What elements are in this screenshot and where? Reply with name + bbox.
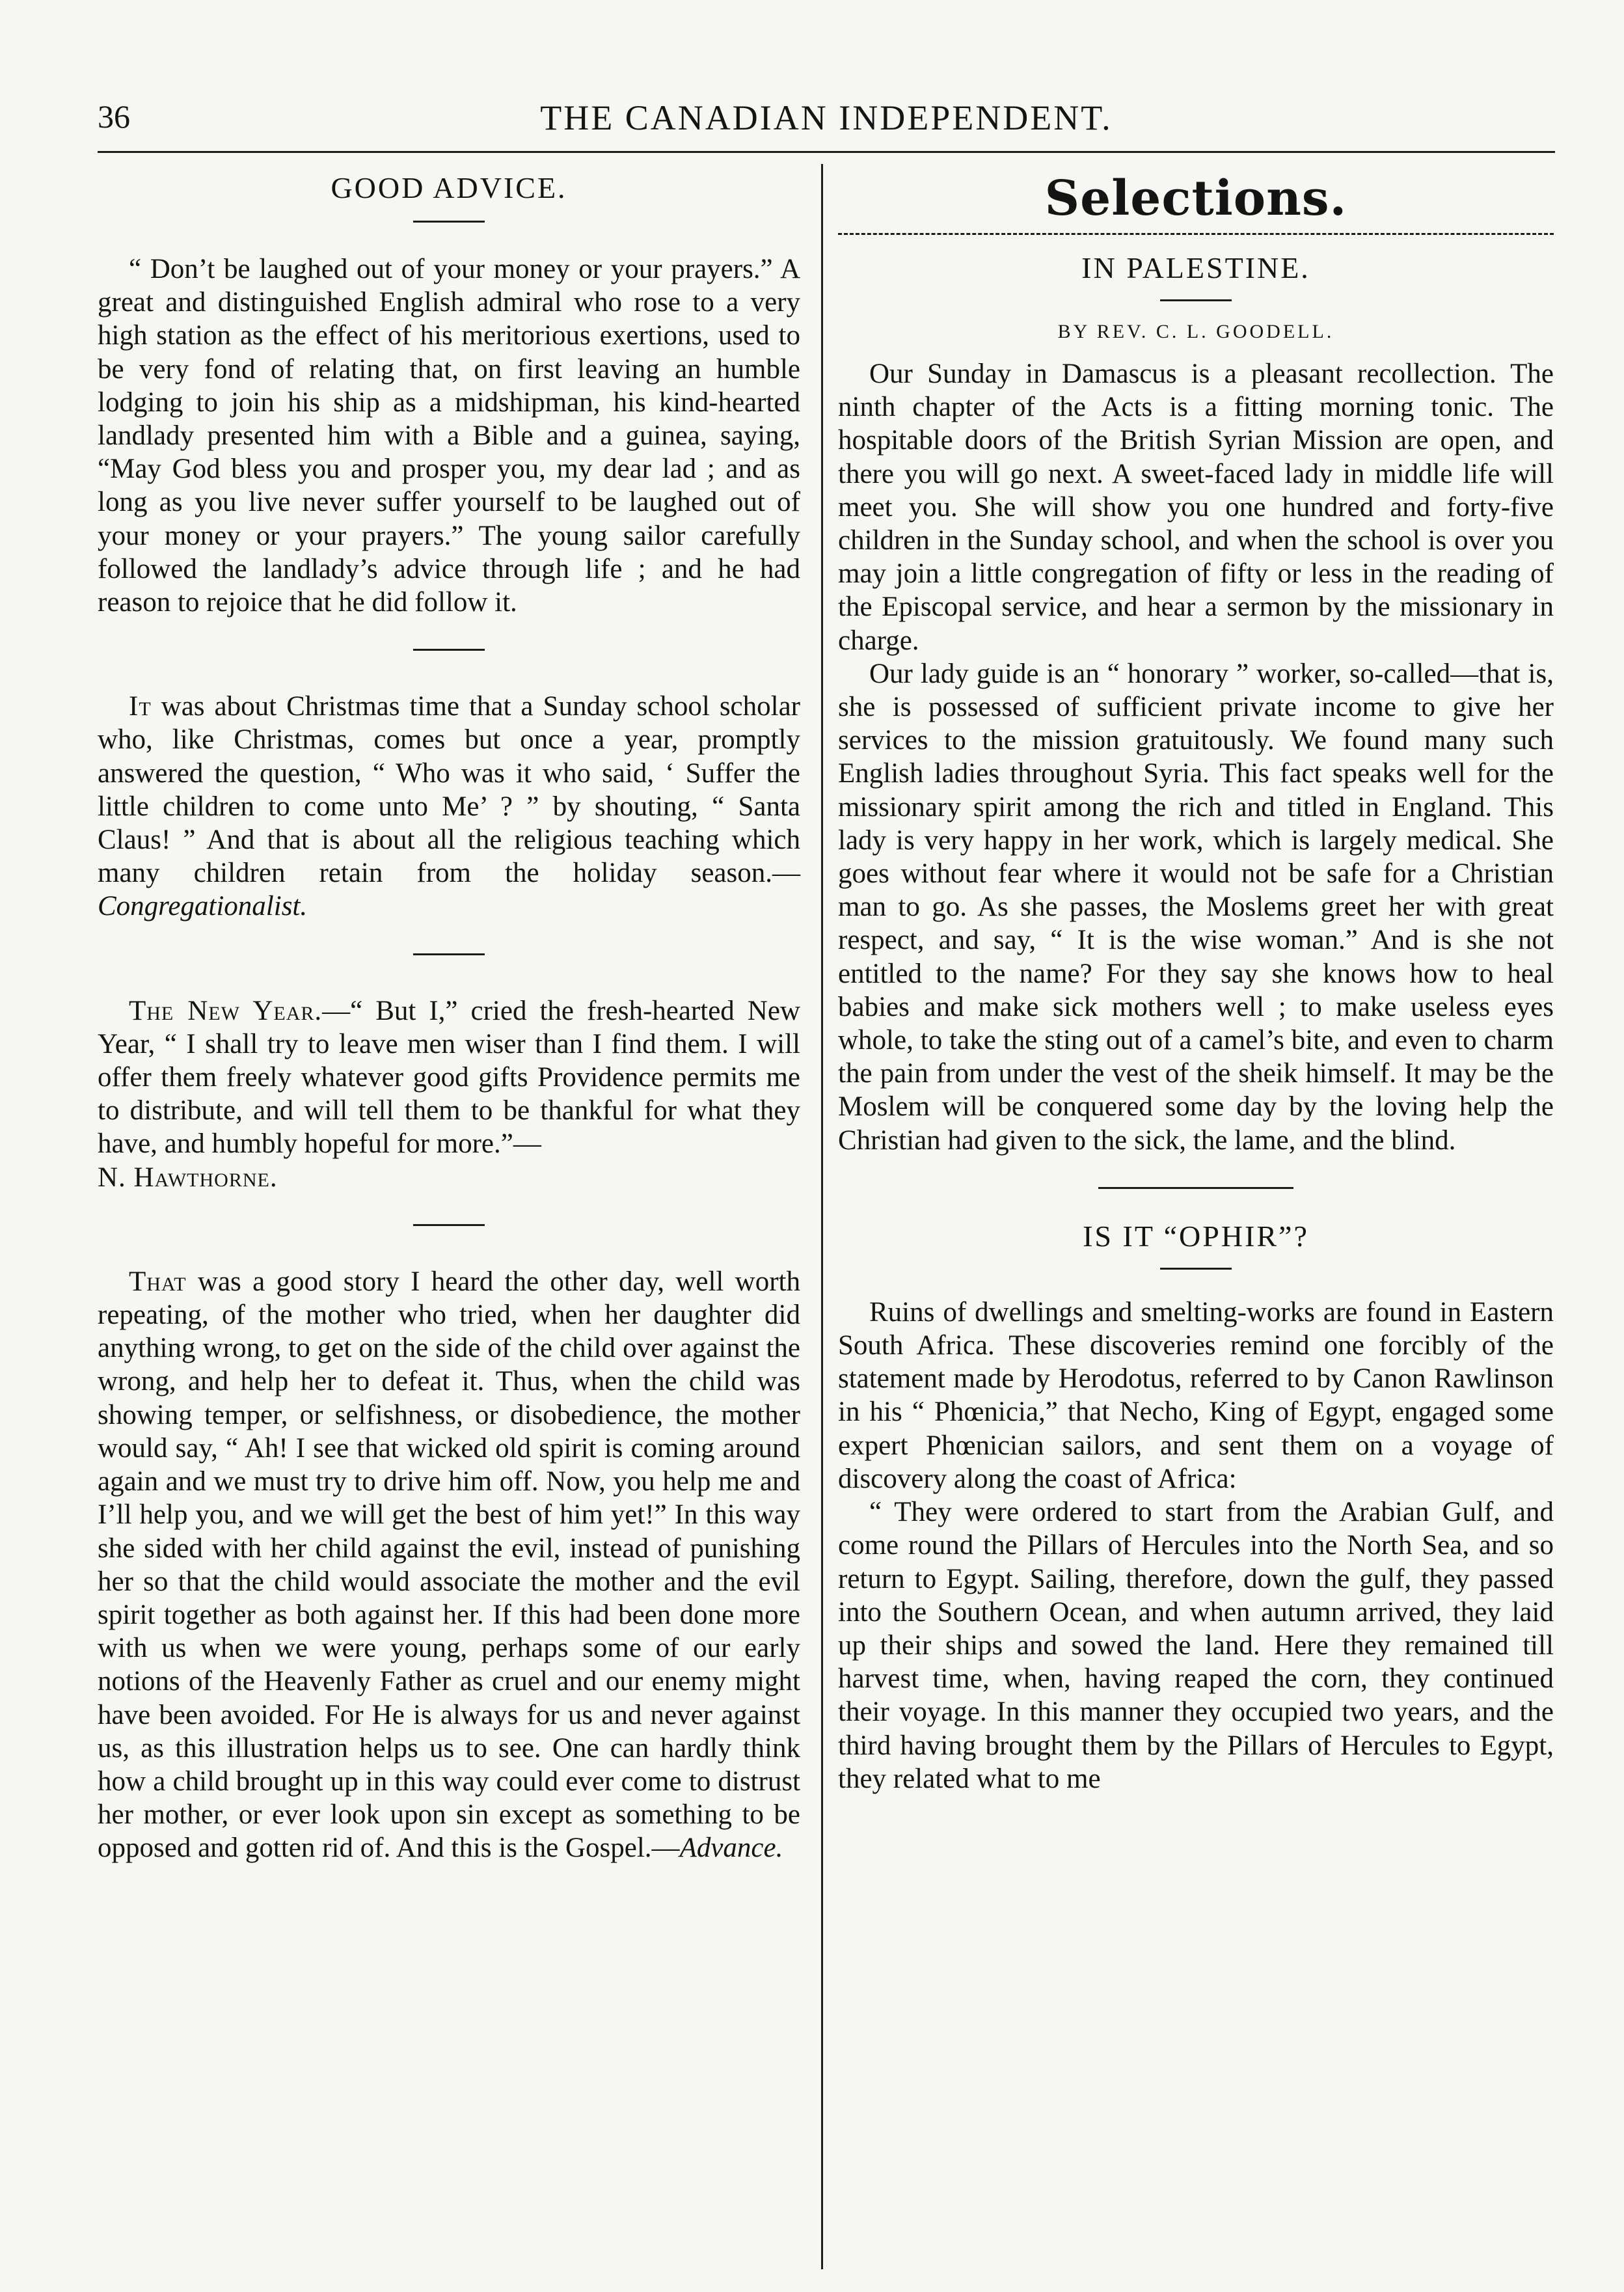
title-rule — [413, 221, 485, 223]
new-year-item — [98, 994, 800, 1194]
christmas-source: Congregationalist. — [98, 891, 308, 922]
column-divider — [821, 164, 823, 2269]
new-year-author: N. Hawthorne. — [98, 1162, 278, 1193]
page-header — [98, 98, 1555, 150]
christmas-item — [98, 690, 800, 923]
good-story-body: was a good story I heard the other day, well worth repeating, of the mother who tried, when her daughter did anything wrong, to get on the side of the child over against the wrong, and help her to defeat it. Thus, when the child was showing temper, or selfishness, or disobedience, the mother would say, “ Ah! I see that wicked old spirit is coming around again and we must try to drive him off. Now, you help me and I’ll help you, and we will get the best of him yet!” In this way she sided with her child against the evil, instead of punishing her so that the child would associate the mother and the evil spirit together as both against her. If this had been done more with us when we were young, perhaps some of our early notions of the Heavenly Father as cruel and our enemy might have been avoided. For He is always for us and never against us, as this illustration helps us to see. One can hardly think how a child brought up in this way could ever come to distrust her mother, or ever look upon sin except as something to be opposed and gotten rid of. And this is the Gospel.— — [98, 1266, 800, 1864]
left-column — [98, 171, 800, 1865]
christmas-body: was about Christmas time that a Sunday school scholar who, like Christmas, comes but once a year, promptly answered the question, “ Who was it who said, ‘ Suffer the little children to come unto Me’ ? ” by shouting, “ Santa Claus! ” And that is about all the religious teaching which many children retain from the holiday season.— — [98, 691, 800, 889]
ophir-title: IS IT “OPHIR”? — [1083, 1219, 1309, 1253]
ophir-paragraph: “ They were ordered to start from the Arabian Gulf, and come round the Pillars of Hercules into the North Sea, and so return to Egypt. Sailing, therefore, down the gulf, they passed into the Southern Ocean, and when autumn arrived, they laid up their ships and sowed the land. Here they remained till harvest time, when, having reaped the corn, they continued their voyage. In this manner they occupied two years, and the third having brought them by the Pillars of Hercules to Egypt, they related what to me — [838, 1497, 1554, 1794]
journal-title: THE CANADIAN INDEPENDENT. — [540, 98, 1113, 137]
ophir-paragraph: Ruins of dwellings and smelting-works are found in Eastern South Africa. These discoveries remind one forcibly of the statement made by Herodotus, referred to by Canon Rawlinson in his “ Phœnicia,” that Necho, King of Egypt, engaged some expert Phœnician sailors, and sent them on a voyage of discovery along the coast of Africa: — [838, 1296, 1554, 1494]
page-number: 36 — [98, 98, 130, 135]
new-year-body: —“ But I,” cried the fresh-hearted New Year, “ I shall try to leave men wiser than I find them. I will offer them freely whatever good gifts Providence permits me to distribute, and will tell them to be thankful for what they have, and humbly hopeful for more.”— — [98, 995, 800, 1160]
right-column — [838, 171, 1554, 1795]
header-rule — [98, 151, 1555, 153]
good-story-item — [98, 1265, 800, 1865]
heading-rule — [838, 233, 1554, 235]
palestine-byline: BY REV. C. L. GOODELL. — [1057, 321, 1334, 342]
good-story-lead: That — [129, 1266, 187, 1297]
title-rule — [1160, 299, 1232, 301]
section-rule — [413, 953, 485, 955]
section-rule — [413, 1224, 485, 1226]
palestine-title: IN PALESTINE. — [1081, 251, 1310, 284]
section-rule — [1098, 1187, 1293, 1189]
good-advice-title: GOOD ADVICE. — [331, 171, 567, 204]
palestine-paragraph: Our Sunday in Damascus is a pleasant recollection. The ninth chapter of the Acts is a fitting morning tonic. The hospitable doors of the British Syrian Mission are open, and there you will go next. A sweet-faced lady in middle life will meet you. She will show you one hundred and forty-five children in the Sunday school, and when the school is over you may join a little congregation of fifty or less in the reading of the Episcopal service, and hear a sermon by the missionary in charge. — [838, 359, 1554, 656]
new-year-lead: The New Year. — [129, 995, 323, 1026]
section-rule — [413, 649, 485, 651]
good-advice-body: “ Don’t be laughed out of your money or your prayers.” A great and distinguished English admiral who rose to a very high station as the effect of his meritorious exertions, used to be very fond of relating that, on first leaving an humble lodging to join his ship as a midshipman, his kind-hearted landlady presented him with a Bible and a guinea, saying, “May God bless you and prosper you, my dear lad ; and as long as you live never suffer yourself to be laughed out of your money or your prayers.” The young sailor carefully followed the landlady’s advice through life ; and he had reason to rejoice that he did follow it. — [98, 254, 800, 618]
title-rule — [1160, 1268, 1232, 1270]
christmas-lead: It — [129, 691, 152, 722]
palestine-paragraph: Our lady guide is an “ honorary ” worker, so-called—that is, she is possessed of sufficient private income to give her services to the mission gratuitously. We found many such English ladies throughout Syria. This fact speaks well for the missionary spirit among the rich and titled in England. This lady is very happy in her work, which is largely medical. She goes without fear where it would not be safe for a Christian man to go. As she passes, the Moslems greet her with great respect, and say, “ It is the wise woman.” And is she not entitled to the name? For they say she knows how to heal babies and make sick mothers well ; to make useless eyes whole, to take the sting out of a camel’s bite, and even to charm the pain from under the vest of the sheik himself. It may be the Moslem will be conquered some day by the loving help the Christian had given to the sick, the lame, and the blind. — [838, 658, 1554, 1156]
good-story-source: Advance. — [679, 1833, 783, 1864]
selections-heading: Selections. — [1044, 171, 1347, 226]
